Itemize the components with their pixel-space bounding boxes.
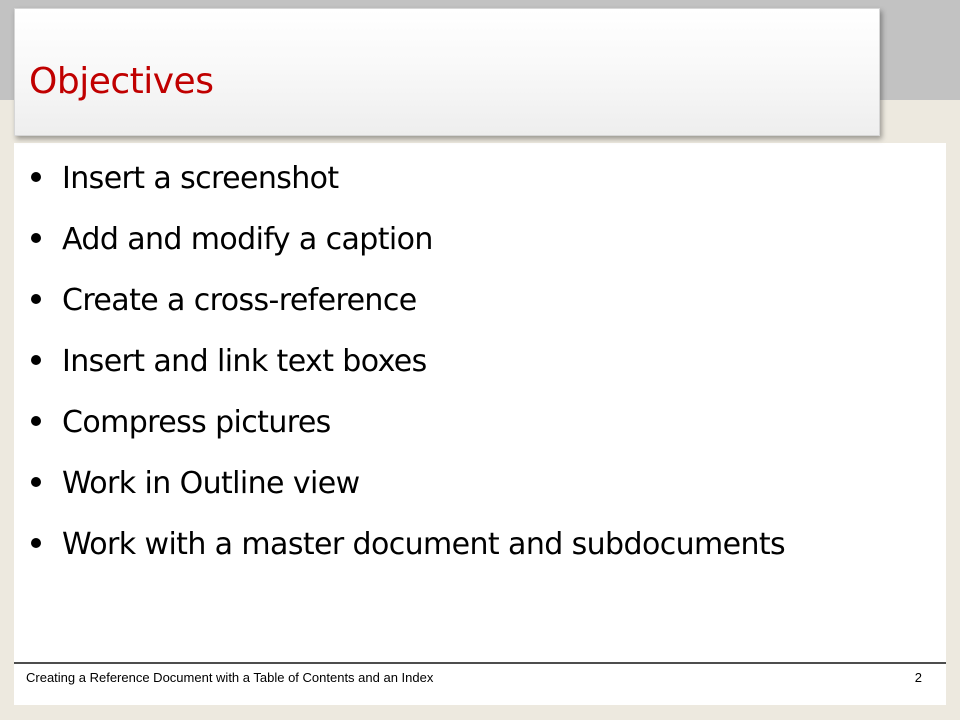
bullet-item [20, 278, 940, 339]
footer-divider [14, 662, 946, 664]
bullet-item [20, 339, 940, 400]
bullet-dot-icon [31, 477, 41, 487]
page-number: 2 [914, 670, 922, 685]
bullet-dot-icon [31, 355, 41, 365]
bullet-text: Work with a master document and subdocuments [62, 527, 786, 562]
bullet-dot-icon [31, 416, 41, 426]
bullet-item [20, 156, 940, 217]
bullet-item [20, 400, 940, 461]
bullet-item [20, 522, 940, 583]
bullet-dot-icon [31, 538, 41, 548]
bullet-dot-icon [31, 172, 41, 182]
bullet-text: Create a cross-reference [62, 283, 417, 318]
bullet-text: Insert and link text boxes [62, 344, 427, 379]
bullet-dot-icon [31, 294, 41, 304]
bullet-text: Compress pictures [62, 405, 331, 440]
footer-text: Creating a Reference Document with a Table of Contents and an Index [26, 670, 434, 685]
slide-title: Objectives [29, 61, 214, 102]
bullet-text: Insert a screenshot [62, 161, 339, 196]
bullet-item [20, 217, 940, 278]
bullet-item [20, 461, 940, 522]
title-box [14, 8, 880, 136]
bullet-text: Add and modify a caption [62, 222, 433, 257]
bullet-dot-icon [31, 233, 41, 243]
bullet-text: Work in Outline view [62, 466, 360, 501]
bullet-list [20, 156, 940, 583]
